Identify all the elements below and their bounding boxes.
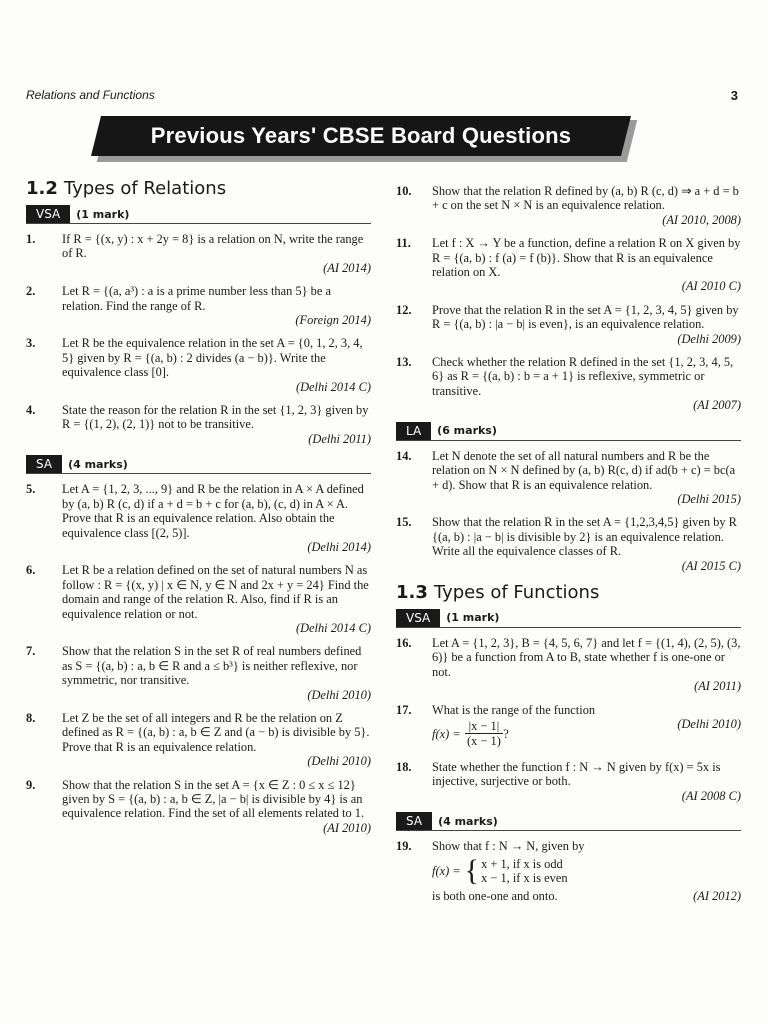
question-source: (AI 2011) [694,679,741,694]
badge-label: VSA [396,609,440,627]
question-12 [396,303,741,346]
running-title: Relations and Functions [26,88,155,102]
question-number: 4. [26,403,36,418]
badge-sa-1 [26,455,371,474]
question-7 [26,644,371,702]
question-source: (Delhi 2014 C) [295,379,371,394]
question-text: Prove that the relation R in the set A = {1, 2, 3, 4, 5} given by R = {(a, b) : |a − b| is even}, is an equivalence relation. [432,302,739,332]
question-number: 13. [396,355,412,370]
section-heading-1-3 [396,582,741,603]
question-19 [396,839,741,904]
badge-marks: (4 marks) [438,814,498,828]
question-text: Show that the relation R in the set A = {1,2,3,4,5} given by R {(a, b) : |a − b| is divisible by 2} is an equivalence relation. Write all the equivalence classes of R. [432,515,737,559]
badge-marks: (4 marks) [68,457,128,471]
question-text: State whether the function f : N → N given by f(x) = 5x is injective, surjective or both. [432,759,721,789]
brace-glyph: { [464,854,480,888]
case-odd: x + 1, if x is odd [481,857,563,872]
question-source: (AI 2014) [323,260,371,275]
badge-vsa-1 [26,205,371,224]
question-source: (Foreign 2014) [295,313,371,328]
question-8 [26,711,371,769]
question-5 [26,482,371,554]
question-source: (Delhi 2015) [677,491,741,506]
question-source: (AI 2010, 2008) [662,212,741,227]
section-title: Types of Functions [433,581,600,603]
badge-marks: (1 mark) [446,611,500,625]
section-heading-1-2 [26,178,371,199]
fraction-numerator: |x − 1| [465,719,504,734]
formula-lhs: f(x) = [432,864,461,879]
question-source: (AI 2012) [693,889,741,904]
question-3 [26,336,371,394]
question-text: What is the range of the function [432,702,596,717]
question-text-after: is both one-one and onto. [432,889,558,904]
badge-marks: (6 marks) [437,424,497,438]
badge-label: VSA [26,205,70,223]
question-number: 10. [396,184,412,198]
question-text: Let A = {1, 2, 3, ..., 9} and R be the relation in A × A defined by (a, b) R (c, d) if a + d = b + c for (a, b), (c, d) in A × A. Prove that R is an equivalence relation. Also obtain the equivalence class [(2, 5)]. [62,482,364,540]
right-column [396,184,741,913]
question-text: Let R = {(a, a³) : a is a prime number less than 5} be a relation. Find the range of R. [62,284,331,313]
question-source: (AI 2008 C) [681,788,741,803]
question-number: 12. [396,302,412,317]
question-1 [26,232,371,275]
question-14 [396,449,741,507]
question-text: Let A = {1, 2, 3}, B = {4, 5, 6, 7} and let f = {(1, 4), (2, 5), (3, 6)} be a function from A to B, state whether f is one-one or not. [432,635,741,679]
question-source: (Delhi 2014 C) [295,620,371,635]
question-number: 7. [26,644,36,659]
question-13 [396,355,741,413]
fraction [465,719,504,749]
piecewise-formula [432,856,741,886]
question-number: 8. [26,710,36,725]
question-number: 3. [26,336,36,351]
question-number: 2. [26,284,36,299]
question-text: Show that the relation S in the set A = {x ∈ Z : 0 ≤ x ≤ 12} given by S = {(a, b) : a, b ∈ Z, |a − b| is divisible by 4} is an equivalence relation. Find the set of all elements related to 1. [62,777,365,821]
question-number: 1. [26,232,36,246]
formula-tail: ? [503,726,509,741]
question-source: (AI 2015 C) [681,558,741,573]
question-18 [396,760,741,803]
badge-marks: (1 mark) [76,207,130,221]
question-text: Let N denote the set of all natural numbers and R be the relation on N × N defined by (a, b) R(c, d) if ad(b + c) = bc(a + d). Show that R is an equivalence relation. [432,448,736,492]
question-number: 15. [396,515,412,530]
question-source: (Delhi 2014) [307,539,371,554]
title-banner [96,116,644,162]
fraction-denominator: (x − 1) [467,734,501,749]
question-text: If R = {(x, y) : x + 2y = 8} is a relation on N, write the range of R. [62,232,364,261]
page-number: 3 [730,88,738,103]
badge-label: SA [396,812,432,830]
question-source: (AI 2010 C) [681,279,741,294]
running-header [26,88,738,104]
question-text: Show that the relation S in the set R of real numbers defined as S = {(a, b) : a, b ∈ R and a ≤ b³} is neither reflexive, nor symmetric, nor transitive. [62,644,362,688]
question-text: Check whether the relation R defined in the set {1, 2, 3, 4, 5, 6} as R = {(a, b) : b = a + 1} is reflexive, symmetric or transitive. [432,355,734,398]
badge-la-1 [396,422,741,441]
question-number: 14. [396,448,412,463]
question-source: (Delhi 2009) [677,331,741,346]
question-source: (Delhi 2010) [307,687,371,702]
badge-vsa-2 [396,609,741,628]
badge-label: LA [396,422,431,440]
section-number: 1.3 [396,581,428,603]
badge-sa-2 [396,812,741,831]
formula-lhs: f(x) = [432,726,461,741]
question-11 [396,236,741,294]
range-formula [432,719,509,749]
question-text: Let R be a relation defined on the set of natural numbers N as follow : R = {(x, y) | x ∈ N, y ∈ N and 2x + y = 24} Find the domain and range of the relation R. Also, find if R is an equivalence relation or not. [62,563,369,621]
question-text: Show that f : N → N, given by [432,839,585,853]
case-even: x − 1, if x is even [481,871,568,886]
question-number: 19. [396,839,412,853]
question-2 [26,284,371,327]
question-6 [26,563,371,635]
question-number: 11. [396,236,411,251]
question-9 [26,778,371,836]
question-text: Show that the relation R defined by (a, b) R (c, d) ⇒ a + d = b + c on the set N × N is an equivalence relation. [432,184,739,213]
left-column [26,178,371,844]
section-title: Types of Relations [63,178,227,199]
question-source: (AI 2010) [323,820,371,835]
question-text: Let R be the equivalence relation in the set A = {0, 1, 2, 3, 4, 5} given by R = {(a, b) : 2 divides (a − b)}. Write the equivalence class [0]. [62,336,363,380]
section-number: 1.2 [26,178,58,199]
banner-title: Previous Years' CBSE Board Questions [150,123,572,148]
question-10 [396,184,741,227]
question-15 [396,515,741,573]
question-number: 6. [26,563,36,578]
question-17 [396,703,741,751]
question-text: State the reason for the relation R in the set {1, 2, 3} given by R = {(1, 2), (2, 1)} not to be transitive. [62,403,369,432]
question-text: Let Z be the set of all integers and R be the relation on Z defined as R = {(a, b) : a, b ∈ Z and (a − b) is divisible by 5}. Prove that R is an equivalence relation. [62,710,370,754]
question-source: (Delhi 2011) [308,431,371,446]
question-text: Let f : X → Y be a function, define a relation R on X given by R = {(a, b) : f (a) = f (b)}. Show that R is an equivalence relation on X. [432,236,741,280]
question-number: 18. [396,759,412,774]
badge-label: SA [26,455,62,473]
question-16 [396,636,741,694]
question-number: 5. [26,482,36,497]
question-4 [26,403,371,446]
question-source: (Delhi 2010) [677,716,741,731]
question-number: 17. [396,702,412,717]
question-number: 9. [26,777,36,792]
cases [481,857,567,885]
question-source: (AI 2007) [693,398,741,413]
question-number: 16. [396,635,412,650]
question-source: (Delhi 2010) [307,754,371,769]
